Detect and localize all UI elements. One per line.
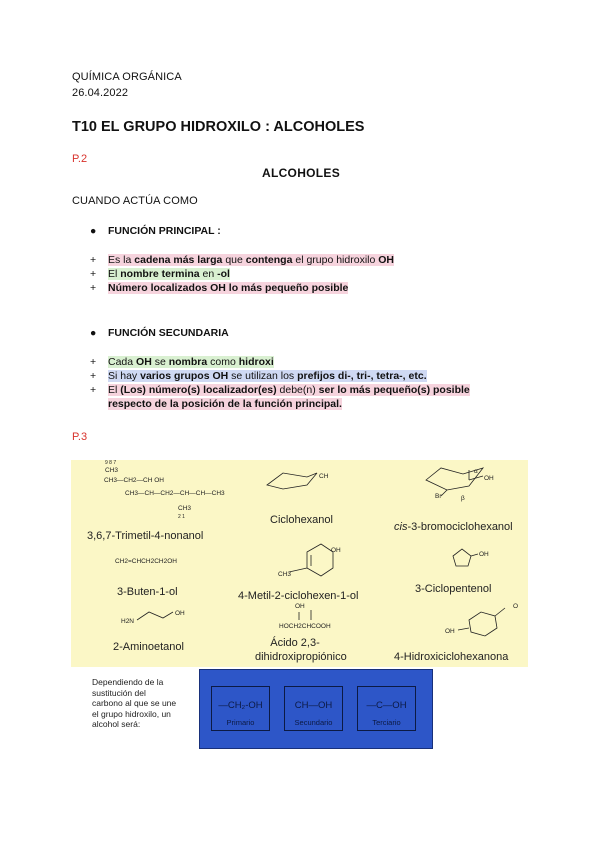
struct-label: OH — [295, 603, 305, 610]
struct-label: CH2=CHCH2CH2OH — [115, 558, 177, 565]
alcohol-formula: —CH₂-OH — [218, 700, 263, 711]
bond-line — [289, 568, 307, 572]
page-mark-p3: P.3 — [72, 431, 88, 443]
date-header: 26.04.2022 — [72, 87, 129, 99]
classification-note: Dependiendo de la sustitución del carbono al que se une el grupo hidroxilo, un alcohol será: — [92, 677, 177, 729]
bullet-plus: + — [90, 254, 97, 266]
text: debe(n) — [276, 384, 319, 396]
subject-header: QUÍMICA ORGÁNICA — [72, 71, 182, 83]
bullet-plus: + — [90, 282, 97, 294]
alcohol-type-card — [284, 686, 343, 731]
text: dihidroxipropiónico — [255, 651, 347, 663]
struct-label: OH — [445, 628, 455, 635]
text: se — [151, 356, 169, 368]
secundaria-heading-row — [90, 326, 510, 340]
struct-label: 9 8 7 — [105, 460, 117, 466]
struct-label: OH — [175, 610, 185, 617]
struct-label: CH3—CH2—CH OH — [104, 477, 164, 484]
bullet-dot: ● — [90, 327, 97, 339]
alcohol-formula: CH—OH — [294, 700, 333, 711]
example-name-italic: cis — [394, 521, 408, 533]
alcohol-type-card — [357, 686, 416, 731]
text: hidroxi — [238, 356, 274, 368]
example-name: Ciclohexanol — [270, 514, 333, 526]
example-name — [394, 521, 513, 533]
alcohol-type-caption: Secundario — [294, 718, 333, 727]
intro-text: CUANDO ACTÚA COMO — [72, 195, 198, 207]
principal-item-2 — [90, 267, 510, 281]
text: en — [199, 268, 218, 280]
ring-shape — [469, 612, 497, 636]
text: contenga — [245, 254, 293, 266]
examples-panel — [71, 460, 528, 667]
text: -ol — [217, 268, 230, 280]
text: nombre termina — [120, 268, 200, 280]
bond-line — [458, 608, 505, 630]
text: se utilizan los — [228, 370, 298, 382]
text: Ácido 2,3- — [270, 637, 320, 649]
text: el grupo hidroxilo — [292, 254, 379, 266]
struct-label: HOCH2CHCOOH — [279, 623, 331, 630]
text: Cada — [108, 356, 137, 368]
bullet-dot: ● — [90, 225, 97, 237]
principal-item-1 — [90, 253, 510, 267]
struct-label: 2 1 — [178, 514, 185, 520]
bond-line — [471, 554, 478, 556]
struct-label: β — [461, 495, 465, 502]
text: que — [222, 254, 246, 266]
bond-line — [299, 610, 311, 620]
text: -3-bromociclohexanol — [407, 521, 513, 533]
example-name: 4-Metil-2-ciclohexen-1-ol — [238, 590, 359, 602]
bullet-plus: + — [90, 384, 97, 396]
alcohol-type-caption: Terciario — [372, 718, 401, 727]
alcohol-formula: —C—OH — [366, 700, 407, 711]
alcohol-type-caption: Primario — [226, 718, 255, 727]
example-name: 4-Hidroxiciclohexanona — [394, 651, 509, 663]
text: (Los) número(s) localizador(es) — [120, 384, 277, 396]
text: ser lo más pequeño(s) posible — [318, 384, 470, 396]
text: Es la — [108, 254, 135, 266]
struct-label: CH3 — [278, 571, 292, 578]
page-mark-p2: P.2 — [72, 153, 88, 165]
secundaria-item-2 — [90, 369, 510, 383]
struct-label: OH — [484, 475, 494, 482]
secundaria-item-1 — [90, 355, 510, 369]
secundaria-item-3 — [90, 383, 510, 411]
struct-label: α — [474, 468, 478, 475]
example-name: 3,6,7-Trimetil-4-nonanol — [87, 530, 204, 542]
principal-heading-row — [90, 224, 510, 238]
text: respecto de la posición de la función principal. — [108, 398, 342, 410]
text: OH — [378, 254, 394, 266]
text: cadena más larga — [134, 254, 223, 266]
text: como — [207, 356, 239, 368]
bullet-plus: + — [90, 356, 97, 368]
text: El — [108, 384, 121, 396]
secundaria-heading: FUNCIÓN SECUNDARIA — [108, 327, 229, 339]
principal-heading: FUNCIÓN PRINCIPAL : — [108, 225, 221, 237]
classification-box — [199, 669, 433, 749]
example-name — [255, 636, 347, 664]
struct-label: Br — [435, 493, 442, 500]
alcohol-type-card — [211, 686, 270, 731]
text: Número localizados OH lo más pequeño posible — [108, 282, 349, 294]
bullet-plus: + — [90, 268, 97, 280]
ring-shape — [267, 473, 317, 489]
example-name: 2-Aminoetanol — [113, 641, 184, 653]
section-title: ALCOHOLES — [262, 166, 341, 180]
ring-shape — [453, 549, 471, 566]
example-name: 3-Buten-1-ol — [117, 586, 178, 598]
struct-label: OH — [479, 551, 489, 558]
page-title: T10 EL GRUPO HIDROXILO : ALCOHOLES — [72, 119, 365, 135]
struct-label: O — [513, 603, 519, 610]
text: El — [108, 268, 121, 280]
struct-label: CH — [319, 473, 329, 480]
text: varios grupos OH — [140, 370, 229, 382]
principal-item-3 — [90, 281, 510, 295]
struct-label: CH3 — [105, 467, 119, 474]
example-name: 3-Ciclopentenol — [415, 583, 492, 595]
struct-label: CH3 — [178, 505, 192, 512]
text: nombra — [168, 356, 208, 368]
text: OH — [136, 356, 152, 368]
struct-label: CH3—CH—CH2—CH—CH—CH3 — [125, 490, 225, 497]
struct-label: OH — [331, 547, 341, 554]
bond-line — [137, 612, 173, 620]
text: prefijos di-, tri-, tetra-, etc. — [297, 370, 427, 382]
bullet-plus: + — [90, 370, 97, 382]
text: Si hay — [108, 370, 141, 382]
struct-label: H2N — [121, 618, 135, 625]
